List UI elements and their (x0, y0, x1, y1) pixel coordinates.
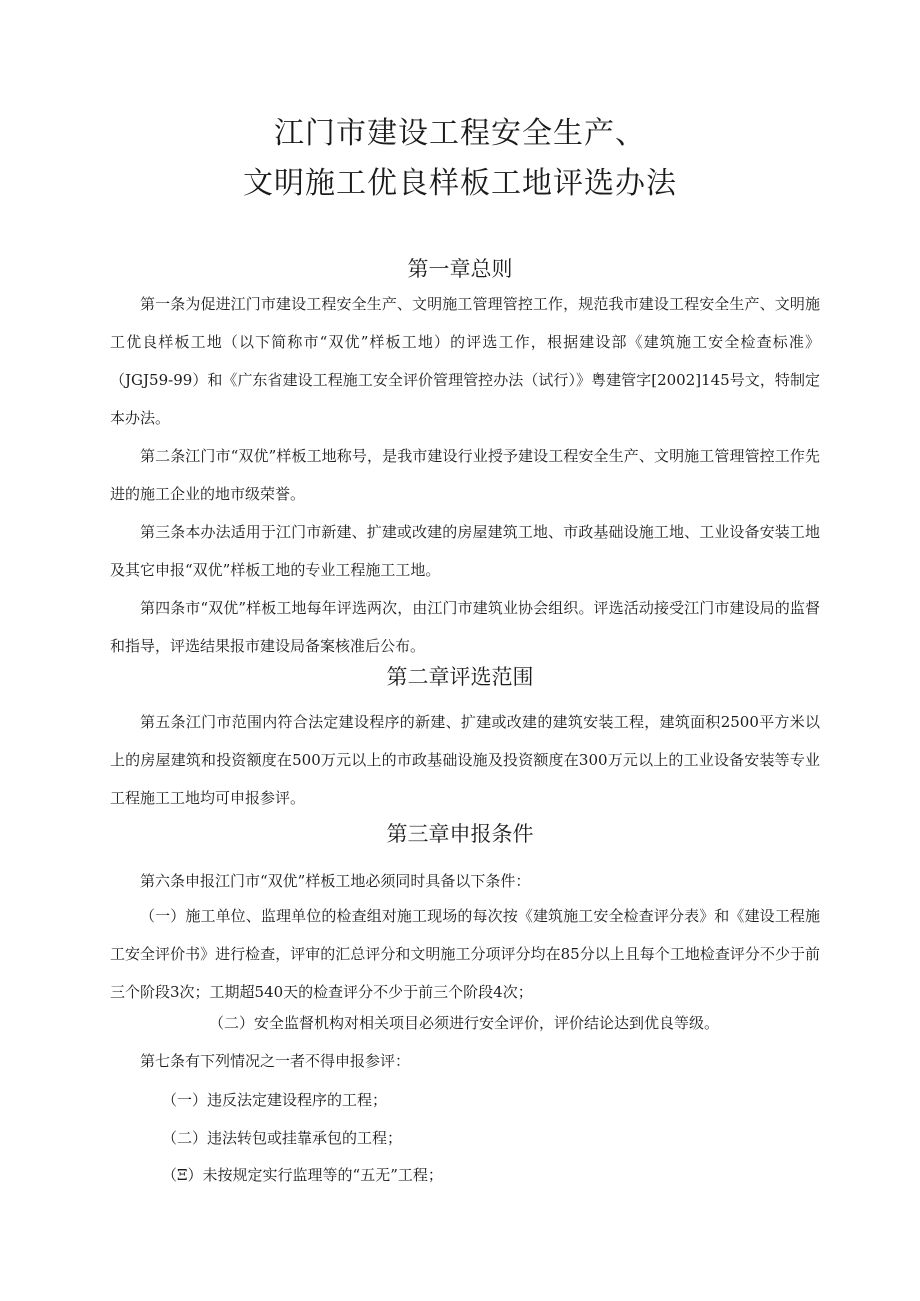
article-5: 第五条江门市范围内符合法定建设程序的新建、扩建或改建的建筑安装工程，建筑面积2500平方米以上的房屋建筑和投资额度在500万元以上的市政基础设施及投资额度在300万元以上的工业设备安装等专业工程施工工地均可申报参评。 (110, 713, 820, 807)
article-7-item-1: （一）违反法定建设程序的工程； (162, 1091, 388, 1109)
article-7: 第七条有下列情况之一者不得申报参评： (140, 1052, 411, 1070)
article-2: 第二条江门市“双优”样板工地称号，是我市建设行业授予建设工程安全生产、文明施工管理管控工作先进的施工企业的地市级荣誉。 (110, 447, 820, 503)
chapter-2-heading: 第二章评选范围 (386, 665, 534, 689)
chapter-3-heading: 第三章申报条件 (386, 822, 534, 846)
article-7-item-3: （Ξ）未按规定实行监理等的“五无”工程； (162, 1166, 443, 1184)
article-7-item-2: （二）违法转包或挂靠承包的工程； (162, 1129, 403, 1147)
document-title-line-2: 文明施工优良样板工地评选办法 (243, 166, 677, 201)
article-3: 第三条本办法适用于江门市新建、扩建或改建的房屋建筑工地、市政基础设施工地、工业设备安装工地及其它申报“双优”样板工地的专业工程施工工地。 (110, 523, 820, 579)
document-title-line-1: 江门市建设工程安全生产、 (274, 116, 646, 151)
chapter-1-heading: 第一章总则 (407, 257, 513, 281)
article-4: 第四条市“双优”样板工地每年评选两次，由江门市建筑业协会组织。评选活动接受江门市建设局的监督和指导，评选结果报市建设局备案核准后公布。 (110, 599, 820, 655)
article-6: 第六条申报江门市“双优”样板工地必须同时具备以下条件： (140, 872, 531, 890)
article-6-item-1: （一）施工单位、监理单位的检查组对施工现场的每次按《建筑施工安全检查评分表》和《建设工程施工安全评价书》进行检查，评审的汇总评分和文明施工分项评分均在85分以上且每个工地检查评分不少于前三个阶段3次；工期超540天的检查评分不少于前三个阶段4次； (110, 907, 820, 1001)
article-1: 第一条为促进江门市建设工程安全生产、文明施工管理管控工作，规范我市建设工程安全生产、文明施工优良样板工地（以下简称市“双优”样板工地）的评选工作，根据建设部《建筑施工安全检查标准》（JGJ59-99）和《广东省建设工程施工安全评价管理管控办法（试行）》粤建管字[2002]145号文，特制定本办法。 (110, 295, 820, 427)
article-6-item-2: （二）安全监督机构对相关项目必须进行安全评价，评价结论达到优良等级。 (209, 1014, 720, 1032)
